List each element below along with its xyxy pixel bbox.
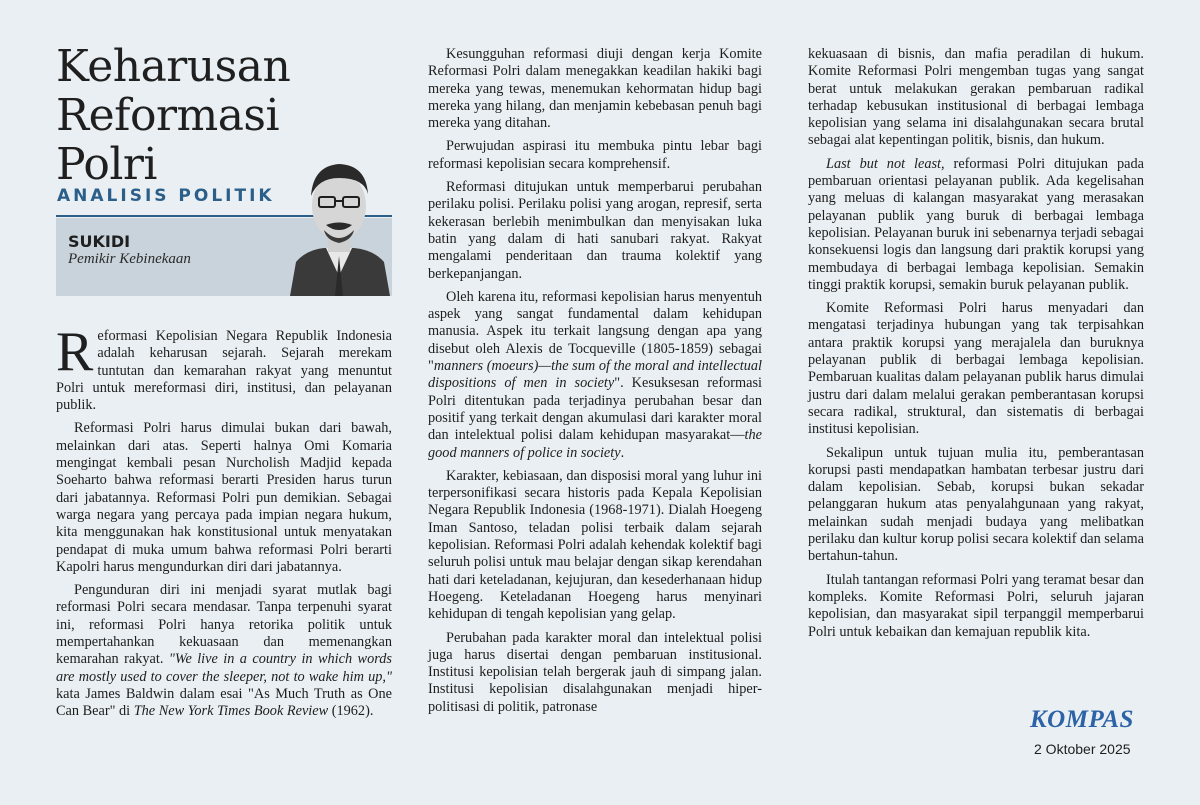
paragraph: Karakter, kebiasaan, dan disposisi moral yang luhur ini terpersonifikasi secara historis pada Kepala Kepolisian Negara Republik Indonesia (1968-1971). Dialah Hoegeng Iman Santoso, teladan polisi terbaik dalam sejarah kepolisian. Reformasi Polri adalah kehendak kolektif bagi seluruh polisi untuk mau belajar dengan sikap kerendahan hati dari keteladanan, kejujuran, dan kesederhanaan hidup Hoegeng. Keteladanan Hoegeng harus menyinari kehidupan di tengah kepolisian yang gelap.	[428, 467, 762, 623]
author-portrait	[286, 150, 392, 296]
paragraph-text: eformasi Kepolisian Negara Republik Indonesia adalah keharusan sejarah. Sejarah merekam tuntutan dan kemarahan rakyat yang menuntut Polri untuk mereformasi diri, institusi, dan pelayanan publik.	[56, 328, 392, 414]
quote-text: manners (moeurs)—the sum of the moral and intellectual dispositions of men in society	[428, 358, 762, 392]
paragraph-text: , reformasi Polri ditujukan pada pembaruan orientasi pelayanan publik. Ada kegelisahan yang meluas di kalangan masyarakat yang merasakan pelayanan publik yang buruk di berbagai lembaga kepolisian. Pelayanan buruk ini sebenarnya terjadi sebagai konsekuensi logis dan langsung dari praktik korupsi yang membudaya di berbagai lembaga kepolisian. Semakin tinggi praktik korupsi, semakin buruk pelayanan publik.	[808, 155, 1144, 293]
paragraph-text: Oleh karena itu, reformasi kepolisian harus menyentuh aspek yang sangat fundamental dalam kehidupan manusia. Aspek itu terkait langsung dengan apa yang disebut oleh Alexis de Tocqueville (1805-1859) sebagai "	[428, 288, 762, 375]
quote-text: the good manners of police in society	[428, 427, 762, 461]
paragraph: Perubahan pada karakter moral dan intelektual polisi juga harus disertai dengan pembaruan institusional. Institusi kepolisian telah bergerak jauh di simpang jalan. Institusi kepolisian disalahgunakan menjadi hiper-politisasi di politik, patronase	[428, 629, 762, 715]
drop-cap: R	[56, 321, 94, 383]
source-title: The New York Times Book Review	[133, 703, 329, 720]
publication-logo: KOMPAS	[1030, 706, 1134, 733]
headline: Keharusan Reformasi Polri	[56, 41, 291, 190]
paragraph-text: .	[620, 444, 625, 461]
article-column-1	[56, 321, 392, 727]
paragraph	[56, 582, 392, 720]
paragraph	[428, 289, 762, 462]
paragraph	[56, 321, 392, 414]
quote-text: "We live in a country in which words are mostly used to cover the sleeper, not to wake him up,"	[56, 651, 392, 685]
author-role: Pemikir Kebinekaan	[68, 251, 191, 267]
author-name: SUKIDI	[68, 232, 131, 251]
paragraph: Komite Reformasi Polri harus menyadari dan mengatasi terjadinya hubungan yang tak terpisahkan antara praktik korupsi yang merajalela dan buruknya pelayanan publik di berbagai lembaga kepolisian. Pembaruan kualitas dalam pelayanan publik harus dimulai justru dari dalam melalui gerakan pemberantasan korupsi secara radikal, struktural, dan sistematis di berbagai institusi kepolisian.	[808, 300, 1144, 438]
article-column-2	[428, 46, 762, 722]
paragraph-text: (1962).	[328, 703, 374, 720]
italic-phrase: Last but not least	[826, 155, 942, 172]
rubric-label: ANALISIS POLITIK	[57, 186, 275, 206]
paragraph: Sekalipun untuk tujuan mulia itu, pemberantasan korupsi pasti mendapatkan hambatan terbesar justru dari dalam kepolisian. Sebab, korupsi bukan sekadar pelanggaran hukum atas penyalahgunaan yang rakyat, melainkan sudah menjadi budaya yang melibatkan perilaku dan kultur korup polisi secara kolektif dan selama bertahun-tahun.	[808, 444, 1144, 565]
paragraph: Kesungguhan reformasi diuji dengan kerja Komite Reformasi Polri dalam menegakkan keadilan hakiki bagi mereka yang tewas, menemukan kehormatan hidup bagi mereka yang hilang, dan menjamin kebebasan penuh bagi mereka yang ditahan.	[428, 46, 762, 132]
paragraph: Itulah tantangan reformasi Polri yang teramat besar dan kompleks. Komite Reformasi Polri, seluruh jajaran kepolisian, dan masyarakat sipil terpanggil memperbarui Polri untuk kebaikan dan kemajuan republik kita.	[808, 571, 1144, 640]
paragraph: Perwujudan aspirasi itu membuka pintu lebar bagi reformasi kepolisian secara komprehensif.	[428, 138, 762, 172]
paragraph: Reformasi Polri harus dimulai bukan dari bawah, melainkan dari atas. Seperti halnya Omi Komaria mengingat kembali pesan Nurcholish Madjid kepada Soeharto bahwa reformasi berarti Presiden harus turun dari jabatannya. Reformasi Polri pun demikian. Sebagai warga negara yang percaya pada impian negara hukum, kita menggunakan hak konstitusional untuk menyatakan pendapat di muka umum bahwa reformasi Polri berarti Kapolri harus mengundurkan diri dari jabatannya.	[56, 420, 392, 575]
paragraph: Reformasi ditujukan untuk memperbarui perubahan perilaku polisi. Perilaku polisi yang arogan, represif, serta kekerasan berlebih menimbulkan dan menyisakan luka batin yang dalam di hati sanubari rakyat. Rakyat mengalami penderitaan dan trauma kolektif yang berkepanjangan.	[428, 179, 762, 282]
publication-date: 2 Oktober 2025	[1034, 741, 1131, 757]
paragraph: kekuasaan di bisnis, dan mafia peradilan di hukum. Komite Reformasi Polri mengemban tugas yang sangat berat untuk melakukan gerakan pembaruan radikal terhadap kebusukan institusional di berbagai lembaga kepolisian yang selama ini disalahgunakan secara brutal sebagai alat kepentingan politik, bisnis, dan hukum.	[808, 46, 1144, 149]
paragraph	[808, 156, 1144, 294]
article-column-3	[808, 46, 1144, 647]
paragraph-text: ". Kesuksesan reformasi Polri ditentukan pada terjadinya perubahan besar dan positif yang terkait dengan akumulasi dari karakter moral dan intelektual polisi dalam kehidupan masyarakat—	[428, 375, 762, 444]
paragraph-text: kata James Baldwin dalam esai "As Much Truth as One Can Bear" di	[56, 685, 392, 720]
paragraph-text: Pengunduran diri ini menjadi syarat mutlak bagi reformasi Polri secara mendasar. Tanpa terpenuhi syarat ini, reformasi Polri hanya retorika politik untuk mempertahankan kekuasaan dan memenangkan kemarahan rakyat.	[56, 582, 392, 668]
